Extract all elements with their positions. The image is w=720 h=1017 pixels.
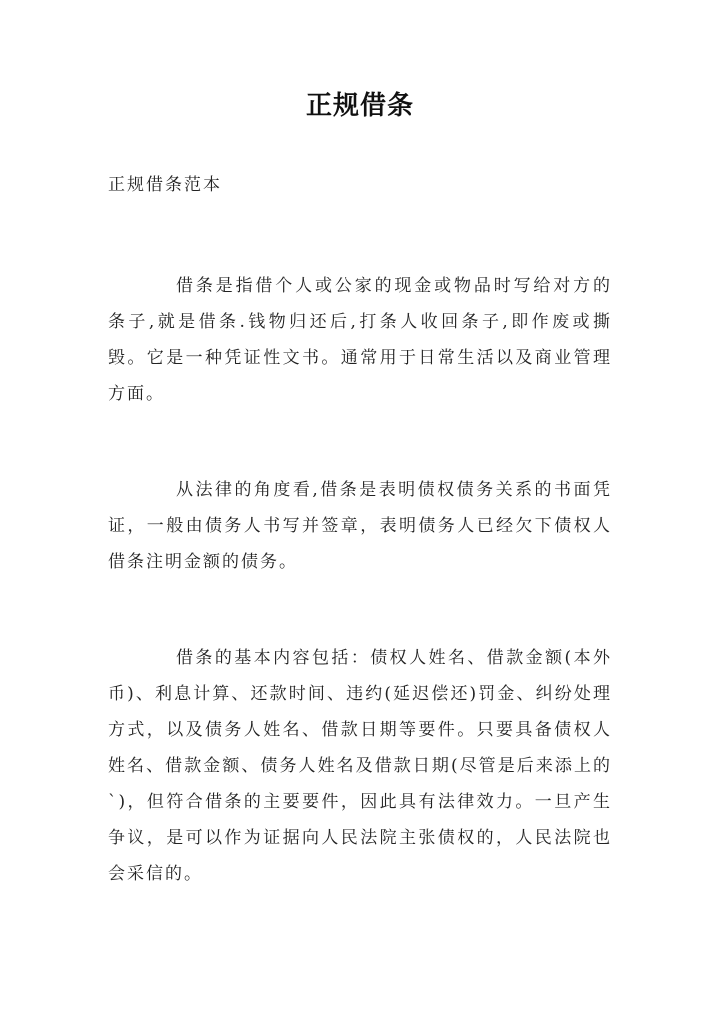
document-subtitle: 正规借条范本 [108,175,222,195]
paragraph-definition: 借条是指借个人或公家的现金或物品时写给对方的条子,就是借条.钱物归还后,打条人收回条子,即作废或撕毁。它是一种凭证性文书。通常用于日常生活以及商业管理方面。 [108,276,612,404]
paragraph-basic-contents: 借条的基本内容包括：债权人姓名、借款金额(本外币)、利息计算、还款时间、违约(延迟偿还)罚金、纠纷处理方式，以及债务人姓名、借款日期等要件。只要具备债权人姓名、借款金额、债务人姓名及借款日期(尽管是后来添上的`)，但符合借条的主要要件，因此具有法律效力。一旦产生争议，是可以作为证据向人民法院主张债权的，人民法院也会采信的。 [108,648,612,884]
document-title: 正规借条 [305,91,414,121]
paragraph-legal-view: 从法律的角度看,借条是表明债权债务关系的书面凭证，一般由债务人书写并签章，表明债务人已经欠下债权人借条注明金额的债务。 [108,480,612,572]
